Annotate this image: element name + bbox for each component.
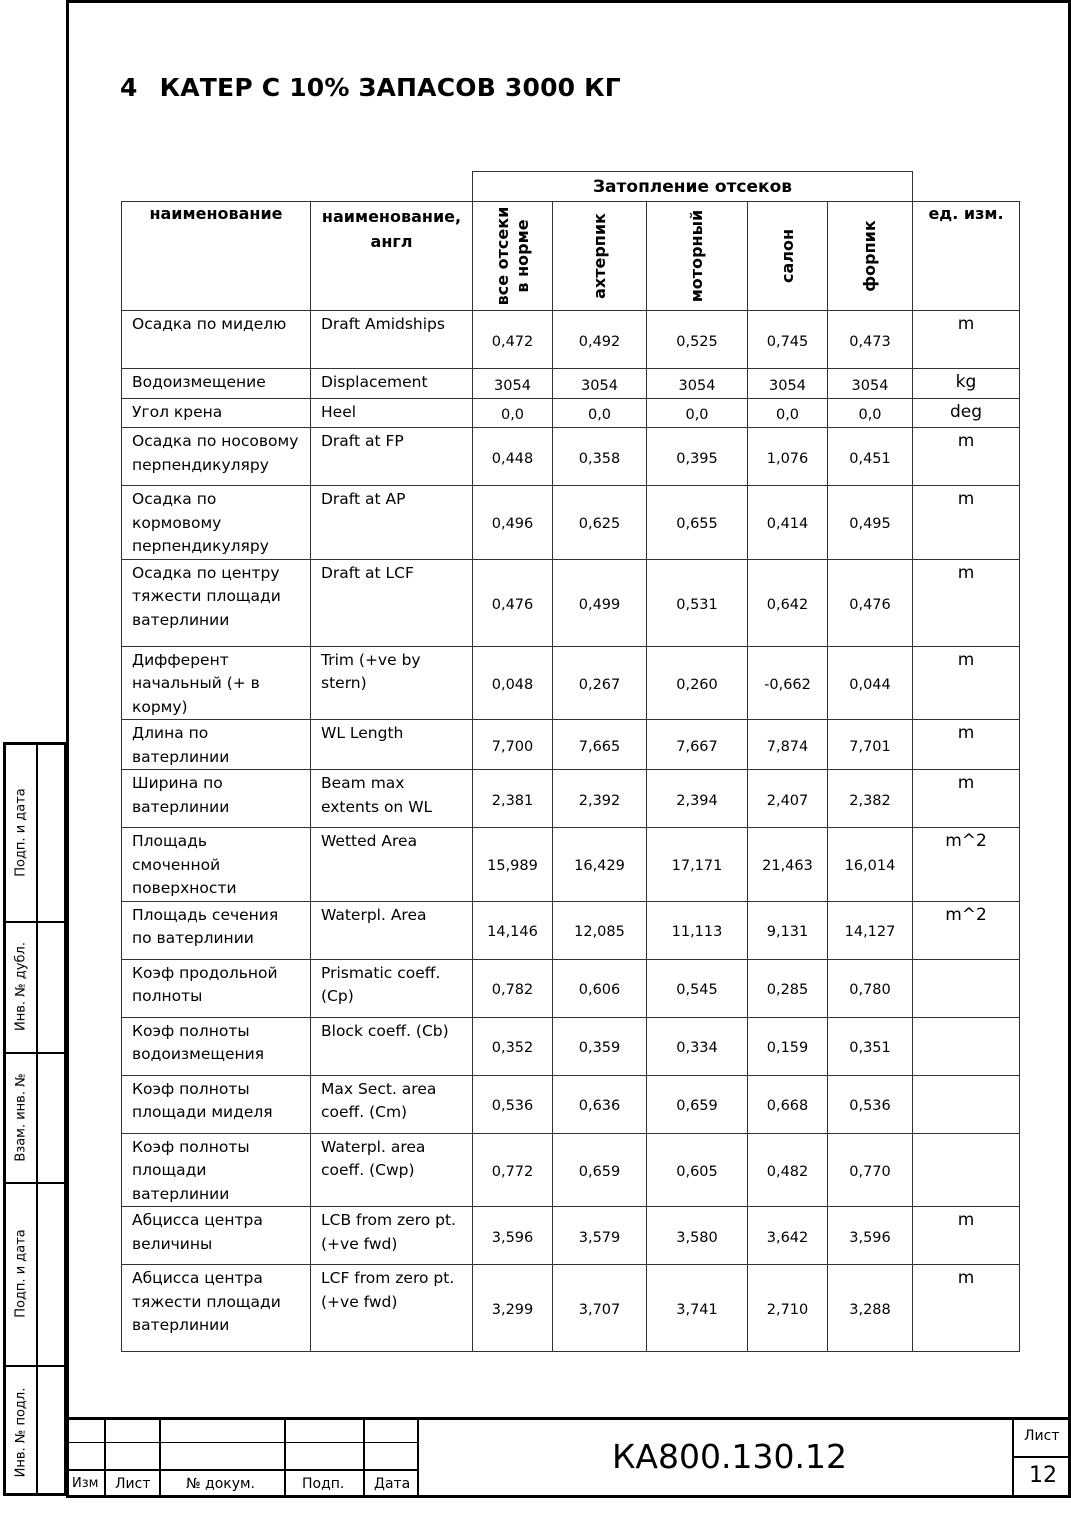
value-cell: 3,288 bbox=[828, 1265, 913, 1352]
table-row bbox=[122, 369, 1020, 399]
section-title: КАТЕР С 10% ЗАПАСОВ 3000 КГ bbox=[159, 73, 621, 102]
value-cell: 17,171 bbox=[647, 828, 748, 902]
value-cell: 0,395 bbox=[647, 428, 748, 486]
param-name-ru: Коэф полноты площади ватерлинии bbox=[122, 1133, 311, 1207]
value-cell: 0,536 bbox=[828, 1075, 913, 1133]
value-cell: 0,0 bbox=[828, 399, 913, 428]
table-row bbox=[122, 311, 1020, 369]
table-row bbox=[122, 428, 1020, 486]
param-name-ru: Угол крена bbox=[122, 399, 311, 428]
value-cell: 0,770 bbox=[828, 1133, 913, 1207]
unit-cell: m^2 bbox=[913, 901, 1020, 959]
unit-cell: m bbox=[913, 1207, 1020, 1265]
stamp-podp: Подп. bbox=[302, 1476, 345, 1492]
value-cell: 0,605 bbox=[647, 1133, 748, 1207]
value-cell: 14,127 bbox=[828, 901, 913, 959]
value-cell: 0,525 bbox=[647, 311, 748, 369]
value-cell: 0,351 bbox=[828, 1017, 913, 1075]
unit-cell: m bbox=[913, 559, 1020, 646]
value-cell: 16,014 bbox=[828, 828, 913, 902]
param-name-en: Draft at AP bbox=[311, 486, 473, 560]
value-cell: 7,665 bbox=[553, 720, 647, 770]
value-cell: 0,334 bbox=[647, 1017, 748, 1075]
param-name-en: WL Length bbox=[311, 720, 473, 770]
value-cell: 0,0 bbox=[553, 399, 647, 428]
value-cell: 0,358 bbox=[553, 428, 647, 486]
unit-cell: deg bbox=[913, 399, 1020, 428]
unit-cell bbox=[913, 1017, 1020, 1075]
side-label-replace-inv: Взам. инв. № bbox=[13, 1073, 29, 1162]
value-cell: 7,874 bbox=[748, 720, 828, 770]
sheet-number: 12 bbox=[1029, 1463, 1057, 1488]
table-row bbox=[122, 1265, 1020, 1352]
side-strip bbox=[3, 742, 67, 1496]
value-cell: 0,499 bbox=[553, 559, 647, 646]
stamp-izm: Изм bbox=[72, 1476, 99, 1491]
title-block bbox=[66, 1417, 1071, 1498]
param-name-ru: Дифферент начальный (+ в корму) bbox=[122, 646, 311, 720]
value-cell: 0,285 bbox=[748, 959, 828, 1017]
value-cell: 0,448 bbox=[473, 428, 553, 486]
value-cell: 2,381 bbox=[473, 770, 553, 828]
value-cell: 0,496 bbox=[473, 486, 553, 560]
value-cell: 0,159 bbox=[748, 1017, 828, 1075]
flooding-group-header: Затопление отсеков bbox=[473, 172, 913, 202]
param-name-ru: Абцисса центра тяжести площади ватерлинии bbox=[122, 1265, 311, 1352]
param-name-ru: Осадка по миделю bbox=[122, 311, 311, 369]
value-cell: 3,299 bbox=[473, 1265, 553, 1352]
param-name-en: Wetted Area bbox=[311, 828, 473, 902]
value-cell: 0,659 bbox=[647, 1075, 748, 1133]
param-name-ru: Абцисса центра величины bbox=[122, 1207, 311, 1265]
unit-cell bbox=[913, 1133, 1020, 1207]
value-cell: 0,668 bbox=[748, 1075, 828, 1133]
col-header-engine bbox=[647, 202, 748, 311]
value-cell: 0,414 bbox=[748, 486, 828, 560]
side-label-dup-inv: Инв. № дубл. bbox=[13, 942, 29, 1031]
document-code: КА800.130.12 bbox=[612, 1437, 847, 1476]
value-cell: 21,463 bbox=[748, 828, 828, 902]
value-cell: 3,596 bbox=[828, 1207, 913, 1265]
value-cell: 0,476 bbox=[828, 559, 913, 646]
value-cell: 0,531 bbox=[647, 559, 748, 646]
col-header-all-normal-text: все отсеки в норме bbox=[492, 206, 532, 306]
col-header-name-ru: наименование bbox=[122, 202, 311, 311]
side-cell-blank bbox=[36, 745, 64, 923]
value-cell: 0,352 bbox=[473, 1017, 553, 1075]
value-cell: 0,472 bbox=[473, 311, 553, 369]
col-header-all-normal bbox=[473, 202, 553, 311]
param-name-en: Waterpl. area coeff. (Cwp) bbox=[311, 1133, 473, 1207]
value-cell: 7,701 bbox=[828, 720, 913, 770]
stamp-date: Дата bbox=[374, 1476, 411, 1492]
value-cell: 0,359 bbox=[553, 1017, 647, 1075]
param-name-ru: Коэф полноты водоизмещения bbox=[122, 1017, 311, 1075]
value-cell: 2,394 bbox=[647, 770, 748, 828]
value-cell: 7,667 bbox=[647, 720, 748, 770]
value-cell: 0,625 bbox=[553, 486, 647, 560]
table-row bbox=[122, 720, 1020, 770]
table-row bbox=[122, 399, 1020, 428]
value-cell: 0,636 bbox=[553, 1075, 647, 1133]
unit-cell: m bbox=[913, 770, 1020, 828]
value-cell: 0,267 bbox=[553, 646, 647, 720]
value-cell: 3,741 bbox=[647, 1265, 748, 1352]
side-cell bbox=[6, 923, 36, 1054]
param-name-ru: Ширина по ватерлинии bbox=[122, 770, 311, 828]
param-name-en: LCB from zero pt. (+ve fwd) bbox=[311, 1207, 473, 1265]
param-name-en: Draft Amidships bbox=[311, 311, 473, 369]
value-cell: 15,989 bbox=[473, 828, 553, 902]
value-cell: 2,407 bbox=[748, 770, 828, 828]
col-header-aft-peak-text: ахтерпик bbox=[589, 213, 609, 299]
value-cell: 0,451 bbox=[828, 428, 913, 486]
side-label-orig-inv: Инв. № подл. bbox=[13, 1387, 29, 1478]
value-cell: 0,495 bbox=[828, 486, 913, 560]
section-number: 4 bbox=[120, 73, 138, 102]
side-cell bbox=[6, 1367, 36, 1493]
unit-cell: m bbox=[913, 1265, 1020, 1352]
param-name-ru: Коэф продольной полноты bbox=[122, 959, 311, 1017]
value-cell: 0,772 bbox=[473, 1133, 553, 1207]
sheet-label: Лист bbox=[1024, 1428, 1060, 1444]
value-cell: 0,044 bbox=[828, 646, 913, 720]
stamp-list: Лист bbox=[115, 1476, 151, 1492]
unit-cell: kg bbox=[913, 369, 1020, 399]
param-name-en: Block coeff. (Cb) bbox=[311, 1017, 473, 1075]
table-row bbox=[122, 770, 1020, 828]
value-cell: 3054 bbox=[473, 369, 553, 399]
value-cell: 0,473 bbox=[828, 311, 913, 369]
table-row bbox=[122, 1133, 1020, 1207]
side-label-sign-date: Подп. и дата bbox=[13, 788, 29, 877]
param-name-en: Draft at FP bbox=[311, 428, 473, 486]
value-cell: 12,085 bbox=[553, 901, 647, 959]
side-cell-blank bbox=[36, 1184, 64, 1367]
table-row bbox=[122, 559, 1020, 646]
value-cell: 3054 bbox=[553, 369, 647, 399]
col-header-fore-peak-text: форпик bbox=[860, 220, 879, 292]
parameters-table bbox=[121, 171, 1020, 1352]
unit-cell: m bbox=[913, 646, 1020, 720]
value-cell: 0,0 bbox=[748, 399, 828, 428]
table-row bbox=[122, 646, 1020, 720]
side-cell bbox=[6, 745, 36, 923]
col-header-fore-peak bbox=[828, 202, 913, 311]
value-cell: 11,113 bbox=[647, 901, 748, 959]
value-cell: 3,596 bbox=[473, 1207, 553, 1265]
value-cell: 0,476 bbox=[473, 559, 553, 646]
value-cell: 0,655 bbox=[647, 486, 748, 560]
value-cell: 3054 bbox=[647, 369, 748, 399]
value-cell: 3,642 bbox=[748, 1207, 828, 1265]
param-name-ru: Осадка по кормовому перпендикуляру bbox=[122, 486, 311, 560]
value-cell: 0,545 bbox=[647, 959, 748, 1017]
page-title bbox=[120, 73, 621, 102]
param-name-en: Max Sect. area coeff. (Cm) bbox=[311, 1075, 473, 1133]
side-cell-blank bbox=[36, 923, 64, 1054]
unit-cell: m bbox=[913, 428, 1020, 486]
param-name-en: Heel bbox=[311, 399, 473, 428]
unit-cell bbox=[913, 959, 1020, 1017]
col-header-saloon-text: салон bbox=[777, 228, 797, 284]
value-cell: 14,146 bbox=[473, 901, 553, 959]
col-header-aft-peak bbox=[553, 202, 647, 311]
param-name-ru: Водоизмещение bbox=[122, 369, 311, 399]
value-cell: 3054 bbox=[828, 369, 913, 399]
param-name-ru: Площадь смоченной поверхности bbox=[122, 828, 311, 902]
unit-cell: m^2 bbox=[913, 828, 1020, 902]
value-cell: 1,076 bbox=[748, 428, 828, 486]
table-row bbox=[122, 901, 1020, 959]
value-cell: 3,580 bbox=[647, 1207, 748, 1265]
header-spacer bbox=[913, 172, 1020, 202]
value-cell: 0,260 bbox=[647, 646, 748, 720]
table-row bbox=[122, 828, 1020, 902]
value-cell: 0,780 bbox=[828, 959, 913, 1017]
value-cell: 2,392 bbox=[553, 770, 647, 828]
value-cell: 0,492 bbox=[553, 311, 647, 369]
param-name-en: Displacement bbox=[311, 369, 473, 399]
param-name-ru: Коэф полноты площади миделя bbox=[122, 1075, 311, 1133]
param-name-ru: Длина по ватерлинии bbox=[122, 720, 311, 770]
value-cell: 3,707 bbox=[553, 1265, 647, 1352]
table-row bbox=[122, 1207, 1020, 1265]
value-cell: 0,659 bbox=[553, 1133, 647, 1207]
value-cell: 2,710 bbox=[748, 1265, 828, 1352]
side-label-sign-date-2: Подп. и дата bbox=[13, 1229, 29, 1318]
value-cell: 0,048 bbox=[473, 646, 553, 720]
value-cell: 0,536 bbox=[473, 1075, 553, 1133]
value-cell: 0,642 bbox=[748, 559, 828, 646]
unit-cell bbox=[913, 1075, 1020, 1133]
value-cell: 2,382 bbox=[828, 770, 913, 828]
value-cell: 0,482 bbox=[748, 1133, 828, 1207]
value-cell: 0,0 bbox=[647, 399, 748, 428]
col-header-unit: ед. изм. bbox=[913, 202, 1020, 311]
param-name-en: Waterpl. Area bbox=[311, 901, 473, 959]
col-header-engine-text: моторный bbox=[687, 209, 706, 303]
col-header-saloon bbox=[748, 202, 828, 311]
param-name-en: LCF from zero pt. (+ve fwd) bbox=[311, 1265, 473, 1352]
table-row bbox=[122, 1017, 1020, 1075]
unit-cell: m bbox=[913, 720, 1020, 770]
col-header-name-en: наименование, англ bbox=[311, 202, 473, 311]
unit-cell: m bbox=[913, 311, 1020, 369]
param-name-ru: Осадка по носовому перпендикуляру bbox=[122, 428, 311, 486]
value-cell: 3054 bbox=[748, 369, 828, 399]
value-cell: 9,131 bbox=[748, 901, 828, 959]
stamp-doc-num: № докум. bbox=[186, 1476, 256, 1492]
value-cell: 16,429 bbox=[553, 828, 647, 902]
value-cell: 3,579 bbox=[553, 1207, 647, 1265]
value-cell: 0,606 bbox=[553, 959, 647, 1017]
param-name-ru: Площадь сечения по ватерлинии bbox=[122, 901, 311, 959]
table-row bbox=[122, 486, 1020, 560]
value-cell: 0,745 bbox=[748, 311, 828, 369]
side-cell bbox=[6, 1184, 36, 1367]
value-cell: 0,782 bbox=[473, 959, 553, 1017]
value-cell: 7,700 bbox=[473, 720, 553, 770]
unit-cell: m bbox=[913, 486, 1020, 560]
side-cell-blank bbox=[36, 1054, 64, 1184]
param-name-en: Trim (+ve by stern) bbox=[311, 646, 473, 720]
value-cell: -0,662 bbox=[748, 646, 828, 720]
header-spacer bbox=[122, 172, 473, 202]
side-cell-blank bbox=[36, 1367, 64, 1493]
param-name-en: Draft at LCF bbox=[311, 559, 473, 646]
value-cell: 0,0 bbox=[473, 399, 553, 428]
table-row bbox=[122, 959, 1020, 1017]
param-name-en: Beam max extents on WL bbox=[311, 770, 473, 828]
table-row bbox=[122, 1075, 1020, 1133]
param-name-en: Prismatic coeff. (Cp) bbox=[311, 959, 473, 1017]
side-cell bbox=[6, 1054, 36, 1184]
param-name-ru: Осадка по центру тяжести площади ватерлинии bbox=[122, 559, 311, 646]
